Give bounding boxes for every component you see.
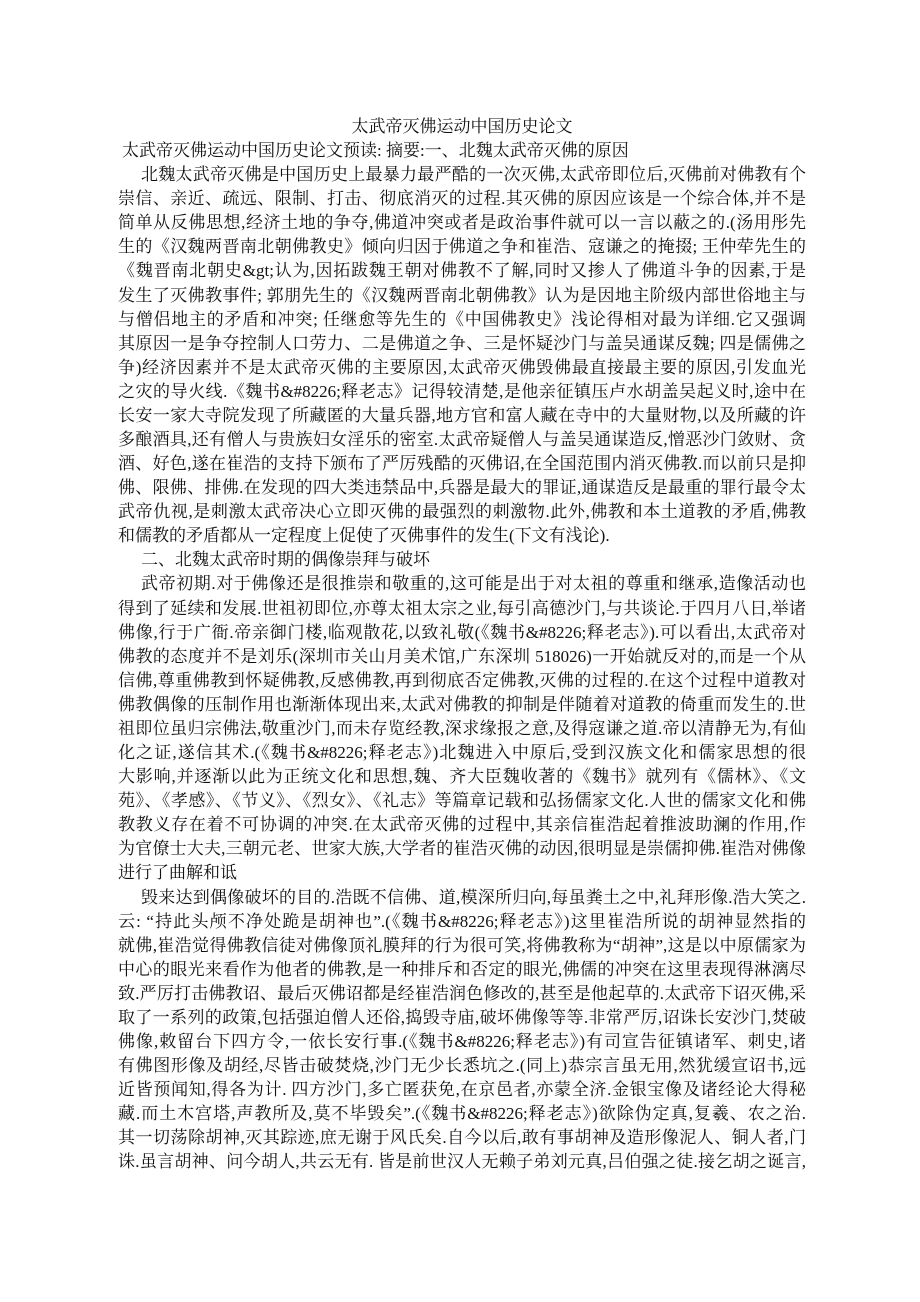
text-line: 武帝仇视,是刺激太武帝决心立即灭佛的最强烈的刺激物.此外,佛教和本土道教的矛盾,佛教 <box>118 502 806 522</box>
text-line: 毁来达到偶像破坏的目的.浩既不信佛、道,模深所归向,每虽粪土之中,礼拜形像.浩大笑之. <box>141 887 806 907</box>
abstract-heading: 太武帝灭佛运动中国历史论文预读: 摘要:一、北魏太武帝灭佛的原因 <box>122 141 629 161</box>
text-line: 中心的眼光来看作为他者的佛教,是一种排斥和否定的眼光,佛儒的冲突在这里表现得淋漓尽 <box>118 959 806 979</box>
text-line: 化之证,遂信其术.(《魏书&#8226;释老志》)北魏进入中原后,受到汉族文化和儒家思想的很 <box>118 743 806 763</box>
text-line: 佛像,行于广衙.帝亲御门楼,临观散花,以致礼敬(《魏书&#8226;释老志》).可以看出,太武帝对 <box>118 622 806 642</box>
text-line: 藏.而土木宫塔,声教所及,莫不毕毁矣”.(《魏书&#8226;释老志》)欲除伪定真,复羲、农之治. <box>118 1104 806 1124</box>
text-line: 多酿酒具,还有僧人与贵族妇女淫乐的密室.太武帝疑僧人与盖吴通谋造反,憎恶沙门敛财、贪 <box>118 430 806 450</box>
text-line: 取了一系列的政策,包括强迫僧人还俗,捣毁寺庙,破坏佛像等等.非常严厉,诏诛长安沙门,焚破 <box>118 1007 806 1027</box>
text-line: 诛.虽言胡神、问今胡人,共云无有. 皆是前世汉人无赖子弟刘元真,吕伯强之徒.接乞胡之诞言, <box>118 1152 806 1172</box>
text-line: 信佛,尊重佛教到怀疑佛教,反感佛教,再到彻底否定佛教,灭佛的过程的.在这个过程中道教对 <box>118 670 806 690</box>
text-line: 有佛图形像及胡经,尽皆击破焚烧,沙门无少长悉坑之.(同上)恭宗言虽无用,然犹缓宣诏书,远 <box>118 1056 806 1076</box>
text-line: 之灾的导火线.《魏书&#8226;释老志》记得较清楚,是他亲征镇压卢水胡盖吴起义时,途中在 <box>118 381 806 401</box>
text-line: 北魏太武帝灭佛是中国历史上最暴力最严酷的一次灭佛,太武帝即位后,灭佛前对佛教有个 <box>141 165 806 185</box>
text-line: 祖即位虽归宗佛法,敬重沙门,而未存览经教,深求缘报之意,及得寇谦之道.帝以清静无为,有仙 <box>118 718 806 738</box>
text-line: 发生了灭佛教事件; 郭朋先生的《汉魏两晋南北朝佛教》认为是因地主阶级内部世俗地主与 <box>118 285 806 305</box>
text-line: 云: “持此头颅不净处跪是胡神也”.(《魏书&#8226;释老志》)这里崔浩所说的胡神显然指的 <box>118 911 806 931</box>
text-line: 其原因一是争夺控制人口劳力、二是佛道之争、三是怀疑沙门与盖吴通谋反魏; 四是儒佛之 <box>118 333 806 353</box>
text-line: 生的《汉魏两晋南北朝佛教史》倾向归因于佛道之争和崔浩、寇谦之的掩掇; 王仲荦先生的 <box>118 237 806 257</box>
text-line: 长安一家大寺院发现了所藏匿的大量兵器,地方官和富人藏在寺中的大量财物,以及所藏的许 <box>118 405 806 425</box>
section-heading: 二、北魏太武帝时期的偶像崇拜与破坏 <box>141 550 430 570</box>
text-line: 争)经济因素并不是太武帝灭佛的主要原因,太武帝灭佛毁佛最直接最主要的原因,引发血光 <box>118 357 806 377</box>
text-line: 得到了延续和发展.世祖初即位,亦尊太祖太宗之业,每引高德沙门,与共谈论.于四月八日,举诸 <box>118 598 806 618</box>
document-title: 太武帝灭佛运动中国历史论文 <box>351 117 573 136</box>
text-line: 其一切荡除胡神,灭其踪迹,庶无谢于风氏矣.自今以后,敢有事胡神及造形像泥人、铜人者,门 <box>118 1128 806 1148</box>
text-line: 酒、好色,遂在崔浩的支持下颁布了严厉残酷的灭佛诏,在全国范围内消灭佛教.而以前只是抑 <box>118 454 806 474</box>
text-line: 与僧侣地主的矛盾和冲突; 任继愈等先生的《中国佛教史》浅论得相对最为详细.它又强调 <box>118 309 806 329</box>
text-line: 佛教的态度并不是刘乐(深圳市关山月美术馆,广东深圳 518026)一开始就反对的,而是一个从 <box>118 646 806 666</box>
text-line: 教教义存在着不可协调的冲突.在太武帝灭佛的过程中,其亲信崔浩起着推波助澜的作用,作 <box>118 815 806 835</box>
document-page <box>118 115 806 1174</box>
text-line: 致.严厉打击佛教诏、最后灭佛诏都是经崔浩润色修改的,甚至是他起草的.太武帝下诏灭佛,采 <box>118 983 806 1003</box>
text-line: 崇信、亲近、疏远、限制、打击、彻底消灭的过程.其灭佛的原因应该是一个综合体,并不是 <box>118 189 806 209</box>
text-line: 佛像,敕留台下四方令,一依长安行事.(《魏书&#8226;释老志》)有司宣告征镇诸军、刺史,诸 <box>118 1031 806 1051</box>
text-line: 《魏晋南北朝史&gt;认为,因拓跋魏王朝对佛教不了解,同时又掺人了佛道斗争的因素,于是 <box>118 261 806 281</box>
text-line: 大影响,并逐渐以此为正统文化和思想,魏、齐大臣魏收著的《魏书》就列有《儒林》、《文 <box>118 767 806 787</box>
text-line: 简单从反佛思想,经济土地的争夺,佛道冲突或者是政治事件就可以一言以蔽之的.(汤用彤先 <box>118 213 806 233</box>
text-line: 苑》、《孝感》、《节义》、《烈女》、《礼志》等篇章记载和弘扬儒家文化.人世的儒家文化和佛 <box>118 791 806 811</box>
text-line: 佛、限佛、排佛.在发现的四大类违禁品中,兵器是最大的罪证,通谋造反是最重的罪行最令太 <box>118 478 806 498</box>
text-line: 和儒教的矛盾都从一定程度上促使了灭佛事件的发生(下文有浅论). <box>118 526 610 546</box>
text-line: 就佛,崔浩觉得佛教信徒对佛像顶礼膜拜的行为很可笑,将佛教称为“胡神”,这是以中原儒家为 <box>118 935 806 955</box>
text-line: 武帝初期.对于佛像还是很推崇和敬重的,这可能是出于对太祖的尊重和继承,造像活动也 <box>141 574 806 594</box>
text-line: 近皆预闻知,得各为计. 四方沙门,多亡匿获免,在京邑者,亦蒙全济.金银宝像及诸经论大得秘 <box>118 1080 806 1100</box>
text-line: 佛教偶像的压制作用也渐渐体现出来,太武对佛教的抑制是伴随着对道教的倚重而发生的.世 <box>118 694 806 714</box>
text-line: 为官僚士大夫,三朝元老、世家大族,大学者的崔浩灭佛的动因,很明显是崇儒抑佛.崔浩对佛像 <box>118 839 806 859</box>
text-line: 进行了曲解和诋 <box>118 863 237 883</box>
